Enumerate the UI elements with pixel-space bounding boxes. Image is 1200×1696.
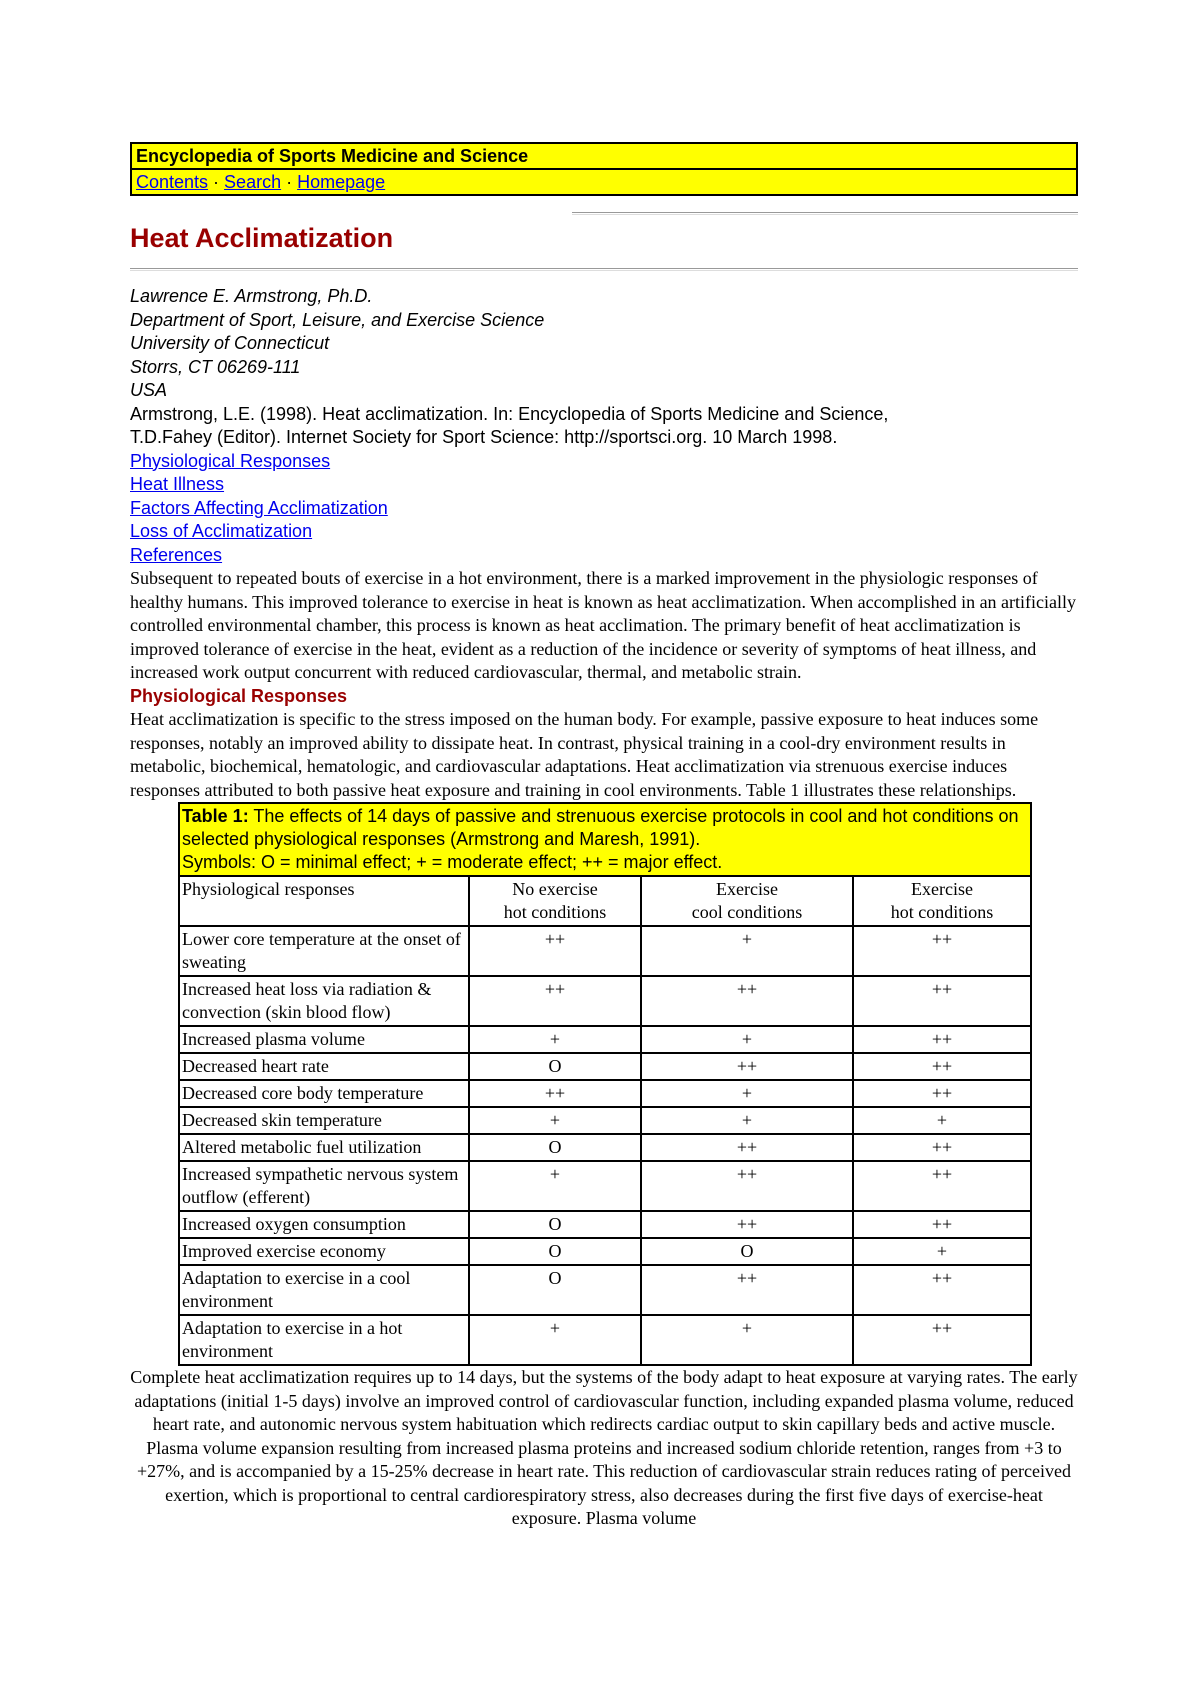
toc-link-factors-affecting[interactable]: Factors Affecting Acclimatization xyxy=(130,497,388,518)
table-row xyxy=(179,1161,1031,1211)
effect-cell: + xyxy=(469,1026,641,1053)
response-cell: Lower core temperature at the onset of sweating xyxy=(179,926,469,976)
table-row xyxy=(179,1026,1031,1053)
toc-link-physiological-responses[interactable]: Physiological Responses xyxy=(130,450,331,471)
response-cell: Decreased core body temperature xyxy=(179,1080,469,1107)
top-divider xyxy=(572,212,1078,215)
section-paragraph: Heat acclimatization is specific to the stress imposed on the human body. For example, passive exposure to heat induces some responses, notably an improved ability to dissipate heat. In contrast, physical training in a cool-dry environment results in metabolic, biochemical, hematologic, and cardiovascular adaptations. Heat acclimatization via strenuous exercise induces responses attributed to both passive heat exposure and training in cool environments. Table 1 illustrates these relationships. xyxy=(130,709,1039,800)
effect-cell: ++ xyxy=(641,1161,853,1211)
effect-cell: ++ xyxy=(853,1134,1031,1161)
author-university: University of Connecticut xyxy=(130,333,330,353)
effects-table xyxy=(178,802,1032,1366)
author-department: Department of Sport, Leisure, and Exercise Science xyxy=(130,309,545,330)
section-heading: Physiological Responses xyxy=(130,685,348,706)
effect-cell: + xyxy=(469,1107,641,1134)
intro-paragraph: Subsequent to repeated bouts of exercise in a hot environment, there is a marked improvement in the physiologic responses of healthy humans. This improved tolerance to exercise in heat is known as heat acclimatization. When accomplished in an artificially controlled environmental chamber, this process is known as heat acclimation. The primary benefit of heat acclimatization is improved tolerance of exercise in the heat, evident as a reduction of the incidence or severity of symptoms of heat illness, and increased work output concurrent with reduced cardiovascular, thermal, and metabolic strain. xyxy=(130,568,1077,682)
table-caption xyxy=(179,803,1031,876)
continuation-paragraph: Complete heat acclimatization requires up to 14 days, but the systems of the body adapt to heat exposure at varying rates. The early adaptations (initial 1-5 days) involve an improved control of cardiovascular function, including expanded plasma volume, reduced heart rate, and autonomic nervous system habituation which redirects cardiac output to skin capillary beds and active muscle. Plasma volume expansion resulting from increased plasma proteins and increased sodium chloride retention, ranges from +3 to +27%, and is accompanied by a 15-25% decrease in heart rate. This reduction of cardiovascular strain reduces rating of perceived exertion, which is proportional to central cardiorespiratory stress, also decreases during the first five days of exercise-heat exposure. Plasma volume xyxy=(130,1367,1078,1528)
table-row xyxy=(179,1211,1031,1238)
table-row xyxy=(179,1053,1031,1080)
effect-cell: ++ xyxy=(853,1315,1031,1365)
effect-cell: ++ xyxy=(641,1053,853,1080)
column-header: Exercise hot conditions xyxy=(853,876,1031,926)
homepage-link[interactable]: Homepage xyxy=(297,172,386,192)
citation-line: T.D.Fahey (Editor). Internet Society for Sport Science: http://sportsci.org. 10 March 1998. xyxy=(130,427,838,447)
effect-cell: ++ xyxy=(853,1053,1031,1080)
citation-line: Armstrong, L.E. (1998). Heat acclimatization. In: Encyclopedia of Sports Medicine and Science, xyxy=(130,403,889,424)
effect-cell: ++ xyxy=(853,1161,1031,1211)
table-row xyxy=(179,926,1031,976)
effect-cell: ++ xyxy=(469,926,641,976)
effect-cell: ++ xyxy=(853,976,1031,1026)
effect-cell: ++ xyxy=(853,1026,1031,1053)
table-row xyxy=(179,1134,1031,1161)
effect-cell: + xyxy=(641,1080,853,1107)
site-title: Encyclopedia of Sports Medicine and Science xyxy=(132,144,1076,170)
response-cell: Altered metabolic fuel utilization xyxy=(179,1134,469,1161)
article-meta xyxy=(130,285,1078,567)
table-row xyxy=(179,1265,1031,1315)
effect-cell: ++ xyxy=(641,1265,853,1315)
effect-cell: ++ xyxy=(853,1265,1031,1315)
response-cell: Improved exercise economy xyxy=(179,1238,469,1265)
table-caption-text: The effects of 14 days of passive and strenuous exercise protocols in cool and hot conditions on selected physiological responses (Armstrong and Maresh, 1991). xyxy=(182,806,1019,849)
effect-cell: + xyxy=(641,1107,853,1134)
column-header: No exercise hot conditions xyxy=(469,876,641,926)
table-caption-row xyxy=(179,803,1031,876)
response-cell: Increased sympathetic nervous system outflow (efferent) xyxy=(179,1161,469,1211)
author-country: USA xyxy=(130,380,168,400)
effect-cell: + xyxy=(853,1238,1031,1265)
effect-cell: O xyxy=(469,1053,641,1080)
effect-cell: + xyxy=(641,926,853,976)
effect-cell: O xyxy=(469,1238,641,1265)
toc-link-references[interactable]: References xyxy=(130,544,223,565)
effect-cell: ++ xyxy=(853,1211,1031,1238)
effect-cell: ++ xyxy=(853,926,1031,976)
effect-cell: ++ xyxy=(469,1080,641,1107)
response-cell: Decreased heart rate xyxy=(179,1053,469,1080)
header-nav xyxy=(132,170,1076,194)
effect-cell: + xyxy=(853,1107,1031,1134)
response-cell: Adaptation to exercise in a cool environment xyxy=(179,1265,469,1315)
contents-link[interactable]: Contents xyxy=(136,172,209,192)
author-city: Storrs, CT 06269-111 xyxy=(130,356,301,377)
table-row xyxy=(179,976,1031,1026)
response-cell: Decreased skin temperature xyxy=(179,1107,469,1134)
table-symbols-legend: Symbols: O = minimal effect; + = moderate effect; ++ = major effect. xyxy=(182,852,723,872)
response-cell: Increased plasma volume xyxy=(179,1026,469,1053)
response-cell: Adaptation to exercise in a hot environment xyxy=(179,1315,469,1365)
nav-separator: · xyxy=(208,172,225,192)
effect-cell: O xyxy=(469,1134,641,1161)
effect-cell: ++ xyxy=(641,1134,853,1161)
search-link[interactable]: Search xyxy=(224,172,282,192)
column-header: Exercise cool conditions xyxy=(641,876,853,926)
toc-link-loss-of-acclimatization[interactable]: Loss of Acclimatization xyxy=(130,521,313,541)
effect-cell: O xyxy=(469,1211,641,1238)
table-row xyxy=(179,1107,1031,1134)
toc-link-heat-illness[interactable]: Heat Illness xyxy=(130,474,225,494)
response-cell: Increased heat loss via radiation & convection (skin blood flow) xyxy=(179,976,469,1026)
nav-separator: · xyxy=(281,172,298,192)
effect-cell: ++ xyxy=(641,976,853,1026)
site-header xyxy=(130,142,1078,196)
effect-cell: + xyxy=(641,1315,853,1365)
table-row xyxy=(179,1080,1031,1107)
table-1-container xyxy=(178,802,1030,1366)
response-cell: Increased oxygen consumption xyxy=(179,1211,469,1238)
effect-cell: ++ xyxy=(853,1080,1031,1107)
effect-cell: + xyxy=(641,1026,853,1053)
page-title: Heat Acclimatization xyxy=(130,223,394,253)
column-header: Physiological responses xyxy=(179,876,469,926)
effect-cell: ++ xyxy=(469,976,641,1026)
table-row xyxy=(179,1238,1031,1265)
effect-cell: + xyxy=(469,1315,641,1365)
effect-cell: ++ xyxy=(641,1211,853,1238)
table-header-row xyxy=(179,876,1031,926)
effect-cell: + xyxy=(469,1161,641,1211)
author-name: Lawrence E. Armstrong, Ph.D. xyxy=(130,286,373,306)
table-label: Table 1: xyxy=(182,806,249,826)
table-row xyxy=(179,1315,1031,1365)
effect-cell: O xyxy=(641,1238,853,1265)
effect-cell: O xyxy=(469,1265,641,1315)
document-page xyxy=(130,142,1078,1531)
